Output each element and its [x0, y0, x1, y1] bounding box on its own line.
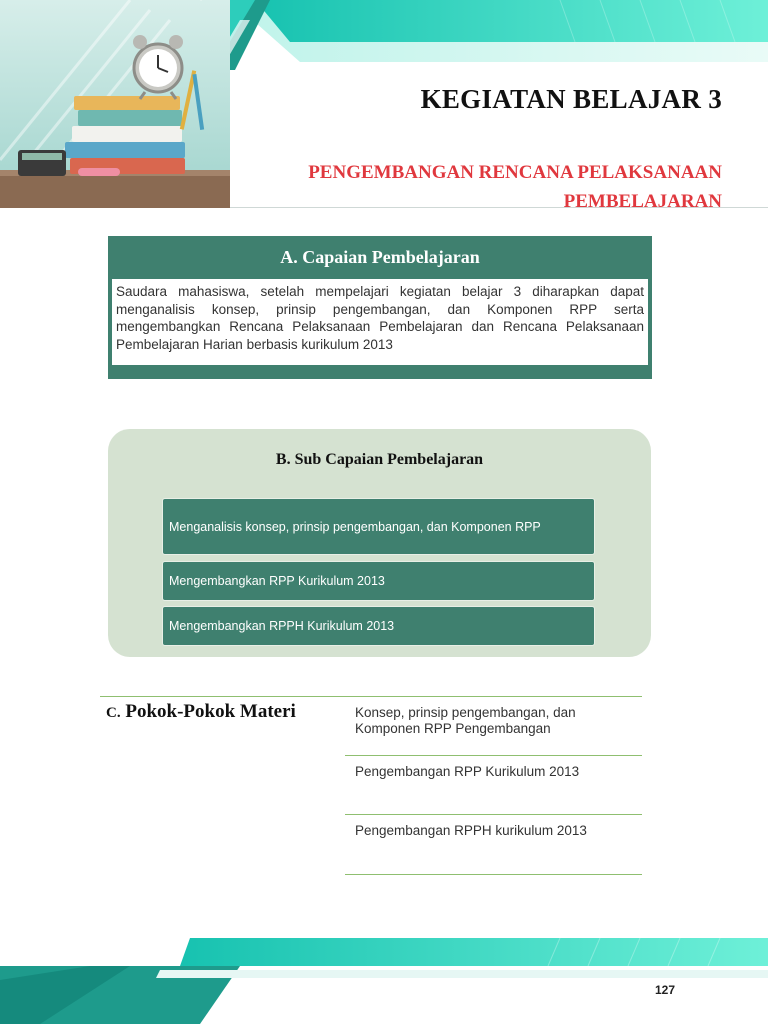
sub-outcome-item: Mengembangkan RPPH Kurikulum 2013	[162, 606, 595, 646]
main-material-title: Pokok-Pokok Materi	[125, 701, 296, 722]
main-material-letter: C.	[106, 705, 121, 721]
lesson-subtitle	[202, 158, 722, 216]
page-header	[0, 0, 768, 210]
learning-outcome-text: Saudara mahasiswa, setelah mempelajari kegiatan belajar 3 diharapkan dapat menganalisis konsep, prinsip pengembangan, dan Komponen RPP serta mengembangkan Rencana Pelaksanaan Pembelajaran dan Rencana Pelaksanaan Pembelajaran Harian berbasis kurikulum 2013	[116, 284, 644, 352]
material-item: Pengembangan RPP Kurikulum 2013	[355, 764, 580, 779]
divider	[345, 755, 642, 756]
sub-outcome-panel	[108, 429, 651, 657]
divider	[345, 814, 642, 815]
learning-outcome-box	[111, 278, 649, 366]
books-clock-illustration	[0, 0, 230, 208]
learning-outcome-title: A. Capaian Pembelajaran	[280, 247, 480, 267]
page-number: 127	[655, 983, 676, 997]
header-photo	[0, 0, 230, 208]
divider	[100, 696, 642, 697]
sub-outcome-item: Menganalisis konsep, prinsip pengembangan, dan Komponen RPP	[162, 498, 595, 555]
sub-outcome-title: B. Sub Capaian Pembelajaran	[275, 451, 484, 468]
main-material-heading	[106, 701, 296, 723]
divider	[345, 874, 642, 875]
learning-outcome-panel	[108, 236, 652, 379]
lesson-subtitle-line1: PENGEMBANGAN RENCANA PELAKSANAAN	[308, 162, 722, 183]
material-item: Pengembangan RPPH kurikulum 2013	[355, 823, 587, 838]
material-item: Konsep, prinsip pengembangan, dan Komponen RPP Pengembangan	[355, 705, 576, 736]
lesson-subtitle-line2: PEMBELAJARAN	[563, 191, 722, 212]
page-footer	[0, 930, 768, 1024]
footer-decoration	[0, 930, 768, 1024]
lesson-title: KEGIATAN BELAJAR 3	[420, 84, 722, 114]
sub-outcome-item: Mengembangkan RPP Kurikulum 2013	[162, 561, 595, 601]
